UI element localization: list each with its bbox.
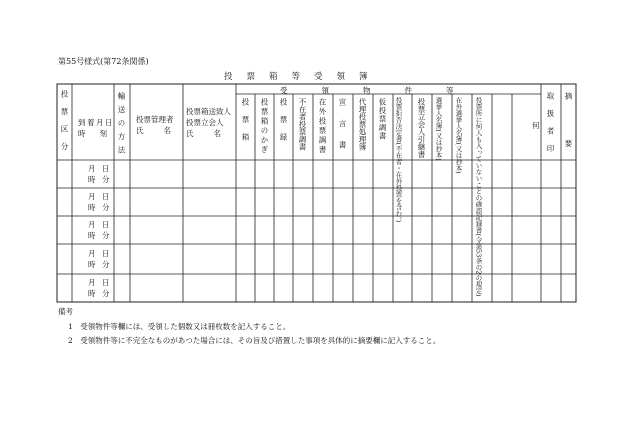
row-date-day: 日 bbox=[102, 164, 110, 173]
header-sender-line3: 氏名 bbox=[186, 129, 241, 138]
row-time-hour: 時 bbox=[88, 175, 96, 184]
header-handler-seal: 取扱者印 bbox=[546, 92, 555, 162]
row-time-minute: 分 bbox=[102, 231, 110, 240]
row-time-minute: 分 bbox=[102, 289, 110, 298]
item-ballot-box-key: 投票箱のかぎ bbox=[260, 98, 269, 155]
row-date-month: 月 bbox=[88, 249, 96, 258]
header-transport-method: 輸送の方法 bbox=[117, 92, 126, 160]
item-overseas-voter-list: 在外選挙人名簿(又は抄本) bbox=[454, 97, 463, 174]
row-time-hour: 時 bbox=[88, 203, 96, 212]
item-rejection-decision: 投票拒否決定書(不在者・在外投票を含む。) bbox=[394, 97, 403, 223]
header-sender-line2: 投票立会人 bbox=[186, 118, 224, 127]
item-absentee-report: 不在者投票調書 bbox=[298, 98, 307, 151]
item-ballot-box: 投票箱 bbox=[241, 98, 250, 151]
header-arrival-line1: 到着月日 bbox=[78, 118, 114, 127]
row-date-month: 月 bbox=[88, 192, 96, 201]
item-voter-list: 選挙人名簿(又は抄本) bbox=[434, 97, 443, 161]
note-item: 2 受領物件等に不完全なものがあつた場合には、その旨及び措置した事項を具体的に摘要欄に記入すること。 bbox=[68, 336, 441, 345]
header-remarks: 摘要 bbox=[564, 92, 573, 187]
header-manager-line2: 氏名 bbox=[136, 126, 191, 135]
row-date-month: 月 bbox=[88, 164, 96, 173]
row-time-minute: 分 bbox=[102, 260, 110, 269]
item-provisional-report: 仮投票調書 bbox=[378, 98, 387, 141]
row-time-hour: 時 bbox=[88, 231, 96, 240]
row-date-day: 日 bbox=[102, 249, 110, 258]
form-number: 第55号様式(第72条関係) bbox=[58, 57, 149, 66]
header-sender-line1: 投票箱送致人 bbox=[186, 107, 231, 116]
item-confirmation-record: 投票所に何人も入っていないことの確認記録書(令第53条の2の規定) bbox=[474, 97, 483, 297]
row-date-day: 日 bbox=[102, 192, 110, 201]
row-time-minute: 分 bbox=[102, 175, 110, 184]
header-kubun: 投票区分 bbox=[60, 90, 69, 160]
item-declaration: 宣言書 bbox=[338, 98, 347, 163]
item-proxy-vote-book: 代理投票処理簿 bbox=[358, 98, 367, 151]
item-voting-record: 投票録 bbox=[279, 98, 288, 151]
notes-section bbox=[58, 305, 440, 349]
header-nani: 何 bbox=[532, 121, 540, 130]
header-manager-line1: 投票管理者 bbox=[136, 115, 174, 124]
notes-heading: 備考 bbox=[58, 307, 73, 316]
row-date-month: 月 bbox=[88, 278, 96, 287]
header-arrival-line2: 時刻 bbox=[78, 129, 121, 138]
row-date-month: 月 bbox=[88, 220, 96, 229]
form-title: 投票箱等受領簿 bbox=[224, 72, 382, 82]
header-received-group: 受領物件等 bbox=[280, 86, 488, 95]
row-time-hour: 時 bbox=[88, 260, 96, 269]
row-date-day: 日 bbox=[102, 278, 110, 287]
note-item: 1 受領物件等欄には、受領した個数又は冊枚数を記入すること。 bbox=[68, 321, 291, 331]
item-witness-handover: 投票立会人引継書 bbox=[417, 98, 426, 158]
row-time-minute: 分 bbox=[102, 203, 110, 212]
row-date-day: 日 bbox=[102, 220, 110, 229]
row-time-hour: 時 bbox=[88, 289, 96, 298]
item-overseas-report: 在外投票調書 bbox=[318, 98, 327, 155]
